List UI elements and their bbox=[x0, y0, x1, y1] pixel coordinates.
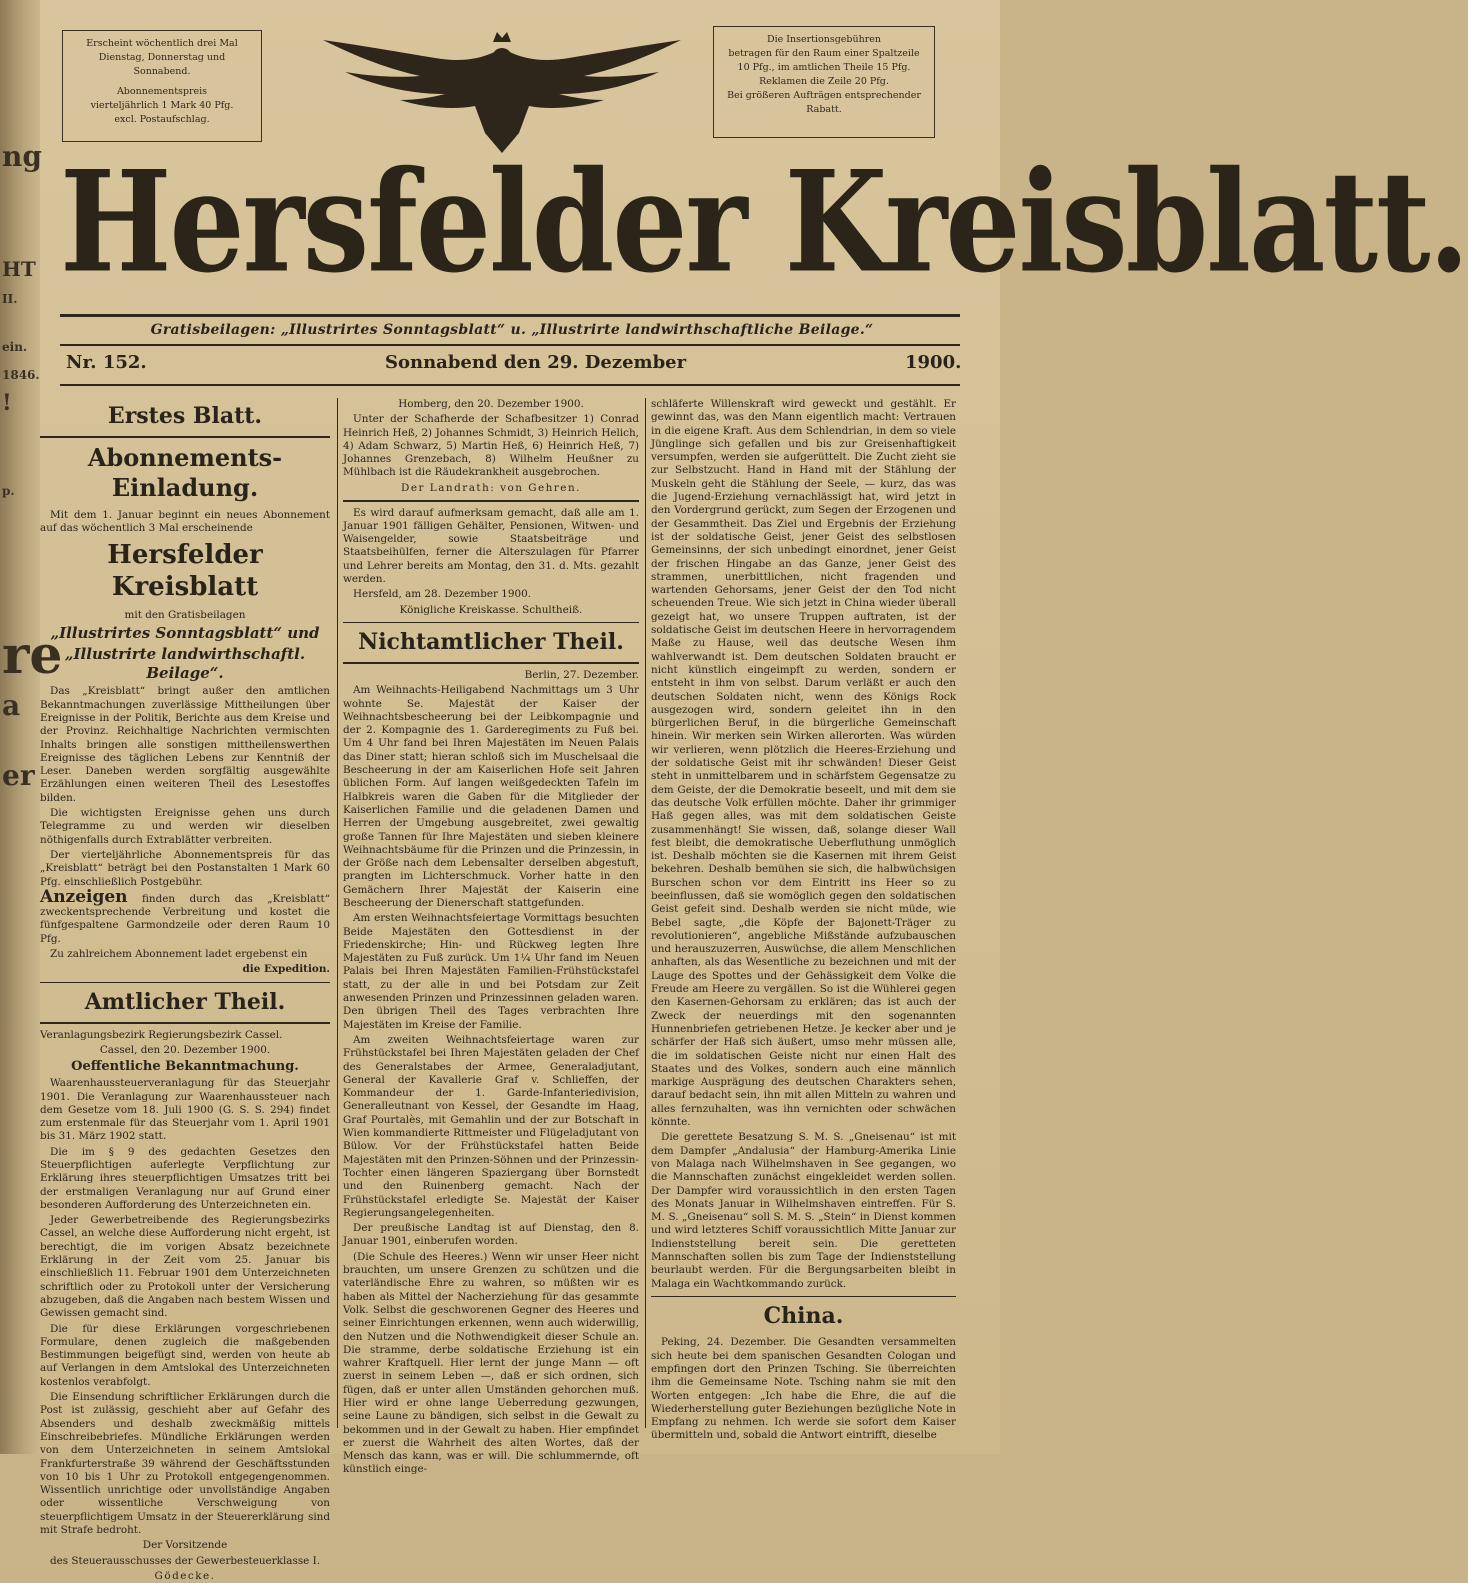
paragraph: Die gerettete Besatzung S. M. S. „Gneisenau“ ist mit dem Dampfer „Andalusia“ der Hamburg-Amerika Linie von Malaga nach Wilhelmshaven in See gegangen, wo die Mannschaften zunächst eingekleidet werden sollen. Der Dampfer wird voraussichtlich in den ersten Tagen des Monats Januar in Wilhelmshaven eintreffen. Für S. M. S. „Gneisenau“ soll S. M. S. „Stein“ in Dienst kommen und wird letzteres Schiff voraussichtlich Mitte Januar zur Indienststellung bereit sein. Die geretteten Mannschaften sollen bis zum Tage der Indienststellung beurlaubt werden. Für die Bergungsarbeiten bleibt in Malaga ein Wachtkommando zurück. bbox=[651, 1131, 956, 1290]
paper-name: Hersfelder Kreisblatt bbox=[107, 540, 263, 603]
dateline: Berlin, 27. Dezember. bbox=[524, 668, 639, 681]
signature: Königliche Kreiskasse. Schultheiß. bbox=[399, 603, 583, 616]
paragraph: Das „Kreisblatt“ bringt außer den amtlichen Bekanntmachungen zuverlässige Mittheilungen über Ereignisse in der Politik, Berichte aus dem Kreise und der Provinz. Reichhaltige Nachrichten vermischten Inhalts bringen alle sonstigen mittheilenswerthen Ereignisse des täglichen Lebens zur Kenntniß der Leser. Daneben werden sorgfältig ausgewählte Erzählungen einen weiteren Theil des Lesestoffes bilden. bbox=[40, 685, 330, 804]
column-2 bbox=[343, 398, 639, 1476]
column-1 bbox=[40, 398, 330, 1582]
divider bbox=[343, 500, 639, 502]
divider bbox=[40, 436, 330, 438]
box-line: Bei größeren Aufträgen entsprechender bbox=[727, 90, 921, 101]
edge-fragment: HT bbox=[2, 257, 36, 281]
divider bbox=[40, 1022, 330, 1024]
box-line: excl. Postaufschlag. bbox=[114, 114, 210, 125]
paragraph: mit den Gratisbeilagen bbox=[124, 609, 246, 622]
column-3 bbox=[651, 398, 956, 1448]
subscription-info-box bbox=[62, 30, 262, 142]
box-line: Reklamen die Zeile 20 Pfg. bbox=[759, 76, 889, 87]
box-line: betragen für den Raum einer Spaltzeile bbox=[728, 48, 920, 59]
box-line: Dienstag, Donnerstag und Sonnabend. bbox=[98, 52, 226, 77]
dateline: Cassel, den 20. Dezember 1900. bbox=[99, 1043, 271, 1056]
header-rule bbox=[60, 384, 960, 386]
paragraph: Peking, 24. Dezember. Die Gesandten versammelten sich heute bei dem spanischen Gesandten Cologan und empfingen dort den Prinzen Tsching. Sie überreichten ihm die Gemeinsame Note. Tsching nahm sie mit den Worten entgegen: „Ich habe die Ehre, die auf die Wiederherstellung guter Beziehungen bezügliche Note in Empfang zu nehmen. Ich werde sie sofort dem Kaiser übermitteln und, sobald die Antwort eintrifft, dieselbe bbox=[651, 1336, 956, 1442]
abonnement-title: Abonnements-Einladung. bbox=[87, 442, 283, 502]
signature: Der Landrath: von Gehren. bbox=[401, 481, 581, 494]
notice-header: Oeffentliche Bekanntmachung. bbox=[71, 1059, 299, 1075]
adjacent-page-edge bbox=[0, 0, 63, 1454]
box-line: Die Insertionsgebühren bbox=[766, 34, 882, 45]
signature: die Expedition. bbox=[242, 963, 330, 976]
box-line: 10 Pfg., im amtlichen Theile 15 Pfg. bbox=[737, 62, 911, 73]
insertion-fees-box bbox=[713, 26, 935, 138]
paragraph: Der vierteljährliche Abonnementspreis für das „Kreisblatt“ beträgt bei den Postanstalten 1 Mark 60 Pfg. einschließlich Postgebühr. bbox=[40, 848, 330, 888]
edge-fragment: a bbox=[2, 689, 21, 722]
supplements-line: Gratisbeilagen: „Illustrirtes Sonntagsblatt“ u. „Illustrirte landwirthschaftliche Beilage.“ bbox=[150, 322, 874, 338]
divider bbox=[40, 982, 330, 984]
paragraph: finden durch das „Kreisblatt“ zweckentsprechende Verbreitung und kostet die fünfgespaltene Garmondzeile oder deren Raum 10 Pfg. bbox=[40, 892, 330, 945]
paragraph: Jeder Gewerbetreibende des Regierungsbezirks Cassel, an welche diese Aufforderung nicht ergeht, ist berechtigt, die im vorigen Absatz bezeichnete Erklärung in der Zeit vom 25. Januar bis einschließlich 11. Februar 1901 dem Unterzeichneten schriftlich oder zu Protokoll unter der Versicherung abzugeben, daß die Angaben nach bestem Wissen und Gewissen gemacht sind. bbox=[40, 1214, 330, 1320]
divider bbox=[343, 622, 639, 624]
paragraph: Zu zahlreichem Abonnement ladet ergebenst ein bbox=[50, 948, 308, 961]
section-header: China. bbox=[763, 1303, 844, 1330]
signature: Gödecke. bbox=[154, 1569, 216, 1582]
column-divider bbox=[645, 398, 646, 1428]
issue-date: Sonnabend den 29. Dezember bbox=[385, 352, 687, 373]
dateline: Homberg, den 20. Dezember 1900. bbox=[398, 398, 584, 410]
paragraph: Waarenhaussteuerveranlagung für das Steuerjahr 1901. Die Veranlagung zur Waarenhaussteuer nach dem Gesetze vom 18. Juli 1900 (G. S. S. 294) findet zum erstenmale für das Steuerjahr vom 1. April 1901 bis 31. März 1902 statt. bbox=[40, 1077, 330, 1143]
section-header: Nichtamtlicher Theil. bbox=[358, 629, 624, 656]
header-rule bbox=[60, 314, 960, 317]
signature: Der Vorsitzende bbox=[142, 1539, 228, 1552]
column-divider bbox=[337, 398, 338, 1428]
section-header: Amtlicher Theil. bbox=[84, 989, 286, 1016]
section-header: Erstes Blatt. bbox=[107, 403, 263, 429]
newspaper-title: Hersfelder Kreisblatt. bbox=[60, 139, 1468, 304]
paragraph: Unter der Schafherde der Schafbesitzer 1) Conrad Heinrich Heß, 2) Johannes Schmidt, 3) Heinrich Helich, 4) Adam Schwarz, 5) Martin Heß, 6) Heinrich Heß, 7) Johannes Grenzebach, 8) Wilhelm Heußner zu Mühlbach ist die Räudekrankheit ausgebrochen. bbox=[343, 413, 639, 479]
paragraph: Am ersten Weihnachtsfeiertage Vormittags besuchten Beide Majestäten den Gottesdienst in der Friedenskirche; Hin- und Rückweg legten Ihre Majestäten zu Fuß zurück. Um 1¼ Uhr fand im Neuen Palais bei Ihren Majestäten Familien-Frühstückstafel statt, zu der alle in und bei Potsdam zur Zeit anwesenden Prinzen und Prinzessinnen geladen waren. Den übrigen Theil des Tages verbrachten Ihre Majestäten im Kreise der Familie. bbox=[343, 912, 639, 1031]
dateline: Hersfeld, am 28. Dezember 1900. bbox=[353, 588, 532, 601]
box-line: Erscheint wöchentlich drei Mal bbox=[86, 38, 238, 49]
edge-fragment: re bbox=[2, 625, 63, 686]
supplement-name: „Illustrirte landwirthschaftl. Beilage“. bbox=[64, 645, 306, 683]
signature: des Steuerausschusses der Gewerbesteuerklasse I. bbox=[49, 1554, 321, 1567]
supplement-name: „Illustrirtes Sonntagsblatt“ und bbox=[50, 624, 320, 643]
paragraph: Die Einsendung schriftlicher Erklärungen durch die Post ist zulässig, geschieht aber auf Gefahr des Absenders und deshalb zweckmäßig mittels Einschreibebriefes. Mündliche Erklärungen werden von dem Unterzeichneten in seinem Amtslokal Frankfurterstraße 39 während der Geschäftsstunden von 10 bis 1 Uhr zu Protokoll entgegengenommen. Wissentlich unrichtige oder unvollständige Angaben oder wissentliche Verschweigung von steuerpflichtigem Umsatz in der Steuererklärung sind mit Strafe bedroht. bbox=[40, 1391, 330, 1537]
paragraph: Es wird darauf aufmerksam gemacht, daß alle am 1. Januar 1901 fälligen Gehälter, Pensionen, Witwen- und Waisengelder, sowie Staatsbeiträge und Staatsbeihülfen, ferner die Alterszulagen für Pfarrer und Lehrer bereits am Montag, den 31. d. Mts. gezahlt werden. bbox=[343, 506, 639, 586]
paragraph: Mit dem 1. Januar beginnt ein neues Abonnement auf das wöchentlich 3 Mal erscheinende bbox=[40, 508, 330, 534]
paragraph: Die wichtigsten Ereignisse gehen uns durch Telegramme zu und werden wir dieselben nöthigenfalls durch Extrablätter verbreiten. bbox=[40, 807, 330, 846]
header-rule bbox=[60, 344, 960, 346]
paragraph: schläferte Willenskraft wird geweckt und gestählt. Er gewinnt das, was den Mann eigentlich macht: Vertrauen in die eigene Kraft. Aus dem Schlendrian, in dem so viele Jünglinge sich gefallen und bis zur Greisenhaftigkeit versumpfen, werden sie aufgerüttelt. Die Zucht zieht sie zur Selbstzucht. Hand in Hand mit der Stählung der Muskeln geht die Stählung der Seele, — kurz, das was die Jugend-Erziehung vernachlässigt hat, wird jetzt in den Vordergrund gerückt, zum Segen der Erzogenen und der Gesammtheit. Das Ziel und Ergebnis der Erziehung ist der soldatische Geist, jener Geist des selbstlosen Gemeinsinns, der sich unbedingt einordnet, jener Geist der frischen Hingabe an das Ganze, jener Geist des strammen, unerbittlichen, nicht fragenden und wartenden Gehorsams, jener Geist der den Tod nicht scheuenden Treue. Wie sich jetzt in China wieder überall gezeigt hat, wo unsere Truppen auftraten, ist der soldatische Geist im deutschen Heere in hervorragendem Maße zu Hause, weil das deutsche Wesen ihm wahlverwandt ist. Dem deutschen Soldaten braucht er nicht künstlich eingeimpft zu werden, sondern er entsteht in ihm von selbst. Darum verläßt er auch den deutschen Soldaten nicht, wenn des Königs Rock ausgezogen wird, sondern geleitet ihn in den bürgerlichen Beruf, in die bürgerliche Gemeinschaft hinein. Wir merken sein Wirken allerorten. Was würden wir verlieren, wenn plötzlich die Heeres-Erziehung und der soldatische Geist mit ihr schwänden! Dieser Geist steht in unmittelbarem und in schärfstem Gegensatze zu dem Geiste, der die Demokratie beseelt, und mit dem sie das deutsche Volk erfüllen möchte. Daher ihr grimmiger Haß gegen alles, was mit dem soldatischen Geiste zusammenhängt! Sie wissen, daß, solange dieser Wall fest bleibt, die demokratische Ueberfluthung unmöglich ist. Deshalb möchten sie die Kasernen mit ihrem Geist bekehren. Deshalb bemühen sie sich, die halbwüchsigen Burschen schon vor dem Eintritt ins Heer so zu beeinflussen, daß sie womöglich gegen den soldatischen Geist gefeit sind. Deshalb werden sie nicht müde, wie Bebel sagte, „die Köpfe der Bajonett-Träger zu revolutionieren“, angebliche Mißstände aufzubauschen und herauszuzerren, Auswüchse, die allem Menschlichen anhaften, als das Wesentliche zu bezeichnen und mit der Lauge des Spottes und der Gehässigkeit dem Volke die Freude am Heere zu vergällen. So ist die Wühlerei gegen den Kasernen-Gehorsam zu erklären; das ist auch der Zweck der neuerdings mit den sogenannten Hunnenbriefen getriebenen Hetze. Je kecker aber und je schärfer der Haß sich äußert, umso mehr müssen alle, die im soldatischen Geiste nicht nur einen Halt des Staates und des Volkes, sondern auch eine männlich markige Ausprägung des deutschen Charakters sehen, darauf bedacht sein, ihn mit allen Mitteln zu wahren und alles fernzuhalten, was ihn vernichten oder schwächen könnte. bbox=[651, 398, 956, 1129]
paragraph: Veranlagungsbezirk Regierungsbezirk Cassel. bbox=[40, 1028, 283, 1041]
divider bbox=[651, 1296, 956, 1298]
box-line: Rabatt. bbox=[806, 104, 842, 115]
anzeigen-word: Anzeigen bbox=[40, 886, 128, 907]
box-line: Abonnementspreis bbox=[116, 86, 208, 97]
edge-fragment: ng bbox=[2, 140, 42, 173]
paragraph: Die für diese Erklärungen vorgeschriebenen Formulare, denen zugleich die maßgebenden Bestimmungen beigefügt sind, werden von heute ab auf Verlangen in dem Amtslokal des Unterzeichneten kostenlos verabfolgt. bbox=[40, 1322, 330, 1388]
divider bbox=[343, 662, 639, 664]
edge-fragment: ! bbox=[2, 390, 12, 416]
edge-fragment: p. bbox=[2, 484, 15, 498]
issue-number: Nr. 152. bbox=[66, 352, 147, 373]
box-line: vierteljährlich 1 Mark 40 Pfg. bbox=[90, 100, 234, 111]
edge-fragment: 1846. bbox=[2, 368, 40, 382]
paragraph: (Die Schule des Heeres.) Wenn wir unser Heer nicht brauchten, um unsere Grenzen zu schützen und die vaterländische Ehre zu wahren, so müßten wir es haben als Mittel der Nacherziehung für das gesammte Volk. Selbst die geschworenen Gegner des Heeres und seiner Einrichtungen erkennen, wenn auch widerwillig, den Nutzen und die Nothwendigkeit dieser Schule an. Die stramme, derbe soldatische Erziehung ist ein wahrer Kraftquell. Hier lernt der junge Mann — oft zuerst in seinem Leben —, daß er sich ordnen, sich fügen, daß er unter allen Umständen gehorchen muß. Hier wird er ohne lange Ueberredung gezwungen, seine Laune zu bändigen, sich selbst in die Gewalt zu bekommen und in der Gewalt zu haben. Hier empfindet er zuerst die Wahrheit des alten Wortes, daß der Mensch das kann, was er will. Die schlummernde, oft künstlich einge- bbox=[343, 1250, 639, 1476]
edge-fragment: ein. bbox=[2, 340, 28, 354]
paragraph: Am zweiten Weihnachtsfeiertage waren zur Frühstückstafel bei Ihren Majestäten geladen der Chef des Generalstabes der Armee, Generaladjutant, General der Kavallerie Graf v. Schlieffen, der Kommandeur der 1. Garde-Infanteriedivision, Generalleutnant von Kessel, der Gesandte im Haag, Graf Pourtalès, mit Gemahlin und der zur Botschaft in Wien kommandierte Rittmeister und Flügeladjutant von Bülow. Vor der Frühstückstafel hatten Beide Majestäten mit den Prinzen-Söhnen und der Prinzessin-Tochter einen längeren Spaziergang über Bornstedt und den Ruinenberg gemacht. Nach der Frühstückstafel erledigte Se. Majestät der Kaiser Regierungsangelegenheiten. bbox=[343, 1033, 639, 1219]
issue-year: 1900. bbox=[905, 352, 962, 373]
edge-fragment: II. bbox=[2, 292, 18, 306]
paragraph: Der preußische Landtag ist auf Dienstag, den 8. Januar 1901, einberufen worden. bbox=[343, 1222, 639, 1248]
paragraph: Am Weihnachts-Heiligabend Nachmittags um 3 Uhr wohnte Se. Majestät der Kaiser der Weihnachtsbescheerung bei der Leibkompagnie und der 2. Kompagnie des 1. Garderegiments zu Fuß bei. Um 4 Uhr fand bei Ihren Majestäten im Neuen Palais das Diner statt; hieran schloß sich im Muschelsaal die Bescheerung in der am Kaiserlichen Hofe seit Jahren üblichen Form. Auf langen weißgedeckten Tafeln im Halbkreis waren die Gaben für die Mitglieder der Kaiserlichen Familie und die geladenen Damen und Herren der Umgebung ausgebreitet, zwei gewaltig große Tannen für Ihre Majestäten und sieben kleinere Weihnachtsbäume für die Prinzen und die Prinzessin, in der Größe nach dem Lebensalter derselben abgestuft, prangten im Lichterschmuck. Vorher hatte in den Gemächern Ihrer Majestät der Kaiserin eine Bescheerung der Dienerschaft stattgefunden. bbox=[343, 684, 639, 909]
edge-fragment: er bbox=[2, 759, 35, 792]
paragraph: Die im § 9 des gedachten Gesetzes den Steuerpflichtigen auferlegte Verpflichtung zur Erklärung ihres steuerpflichtigen Umsatzes tritt bei der erstmaligen Veranlagung nur auf Grund einer besonderen Aufforderung des Unterzeichneten ein. bbox=[40, 1145, 330, 1211]
